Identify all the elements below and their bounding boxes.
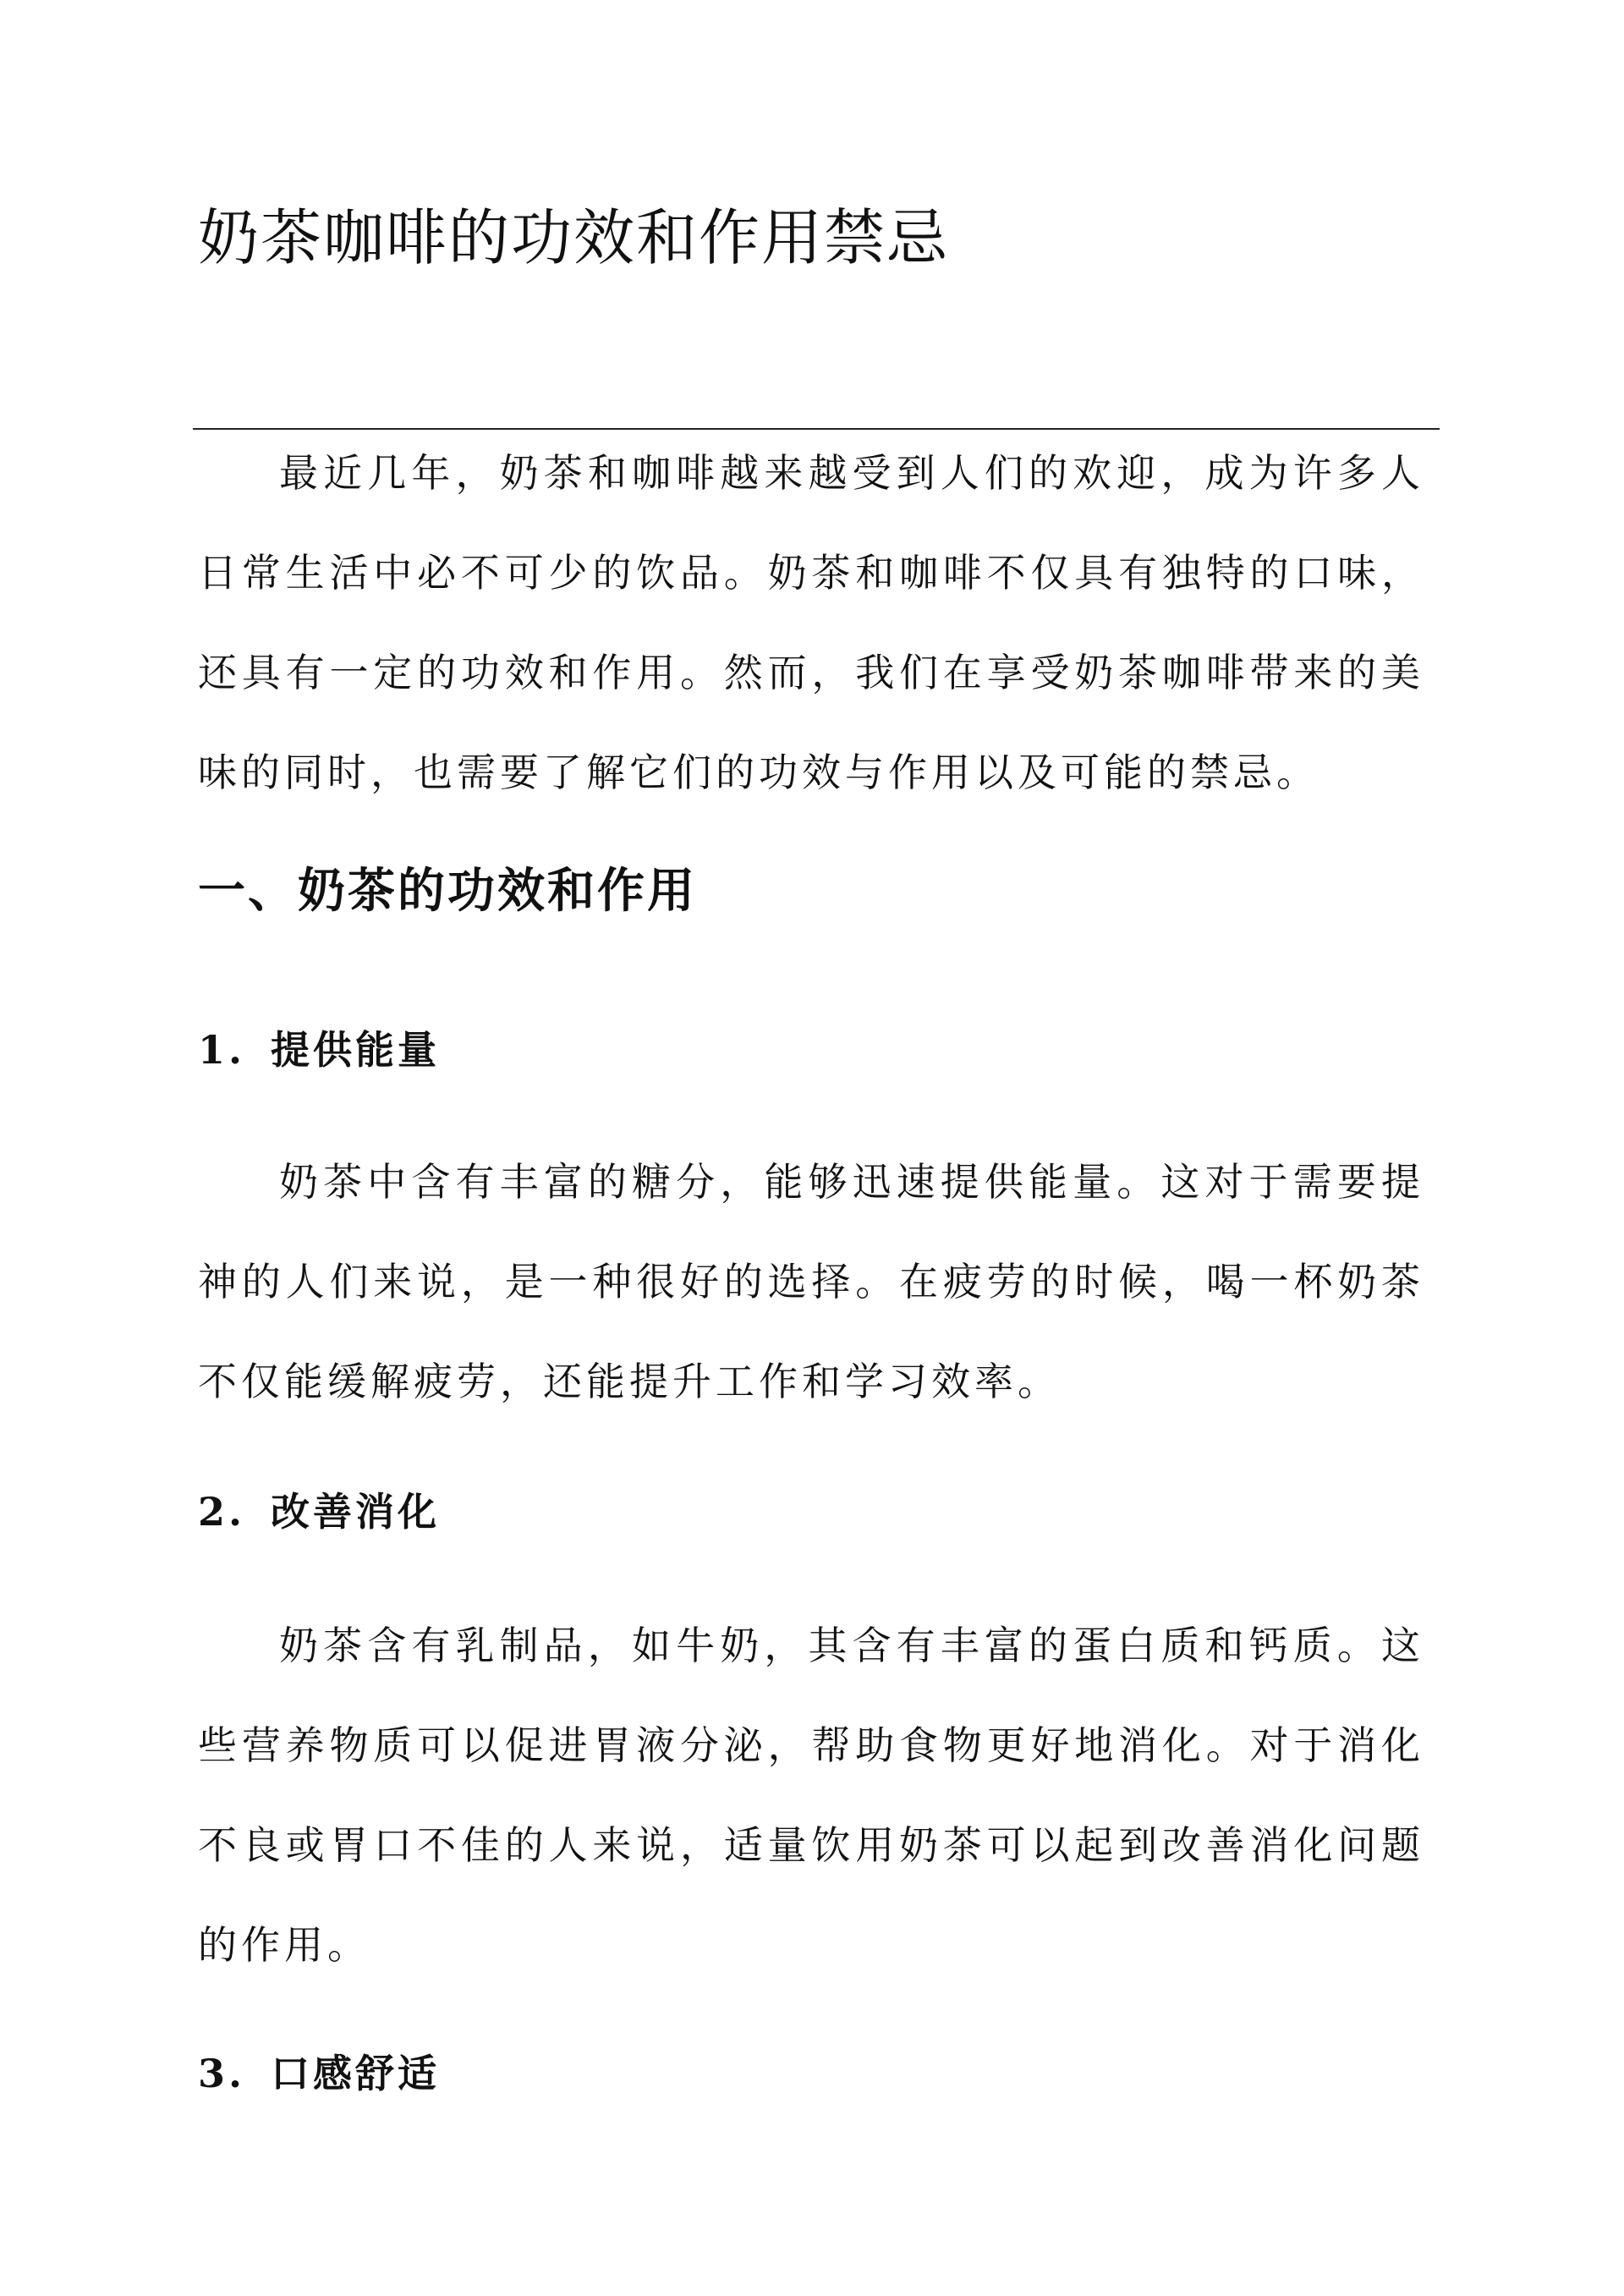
subheading-text: 提供能量 xyxy=(271,1027,440,1073)
subheading-improve-digestion xyxy=(198,1489,440,1535)
document-title: 奶茶咖啡的功效和作用禁忌 xyxy=(198,202,950,273)
subheading-number: 2. xyxy=(198,1489,246,1535)
subheading-text: 口感舒适 xyxy=(271,2051,440,2096)
paragraph-provide-energy: 奶茶中含有丰富的糖分，能够迅速提供能量。这对于需要提神的人们来说，是一种很好的选择。在疲劳的时候，喝一杯奶茶不仅能缓解疲劳，还能提升工作和学习效率。 xyxy=(198,1159,1424,1404)
section-heading-milk-tea: 一、奶茶的功效和作用 xyxy=(198,863,697,919)
paragraph-improve-digestion: 奶茶含有乳制品，如牛奶，其含有丰富的蛋白质和钙质。这些营养物质可以促进胃液分泌，帮助食物更好地消化。对于消化不良或胃口不佳的人来说，适量饮用奶茶可以起到改善消化问题的作用。 xyxy=(198,1623,1424,1968)
subheading-provide-energy xyxy=(198,1027,440,1074)
intro-paragraph: 最近几年，奶茶和咖啡越来越受到人们的欢迎，成为许多人日常生活中必不可少的饮品。奶茶和咖啡不仅具有独特的口味，还具有一定的功效和作用。然而，我们在享受奶茶咖啡带来的美味的同时，也需要了解它们的功效与作用以及可能的禁忌。 xyxy=(198,450,1424,795)
subheading-number: 1. xyxy=(198,1027,246,1073)
subheading-text: 改善消化 xyxy=(271,1489,440,1535)
subheading-comfortable-taste xyxy=(198,2051,440,2097)
subheading-number: 3. xyxy=(198,2051,246,2096)
